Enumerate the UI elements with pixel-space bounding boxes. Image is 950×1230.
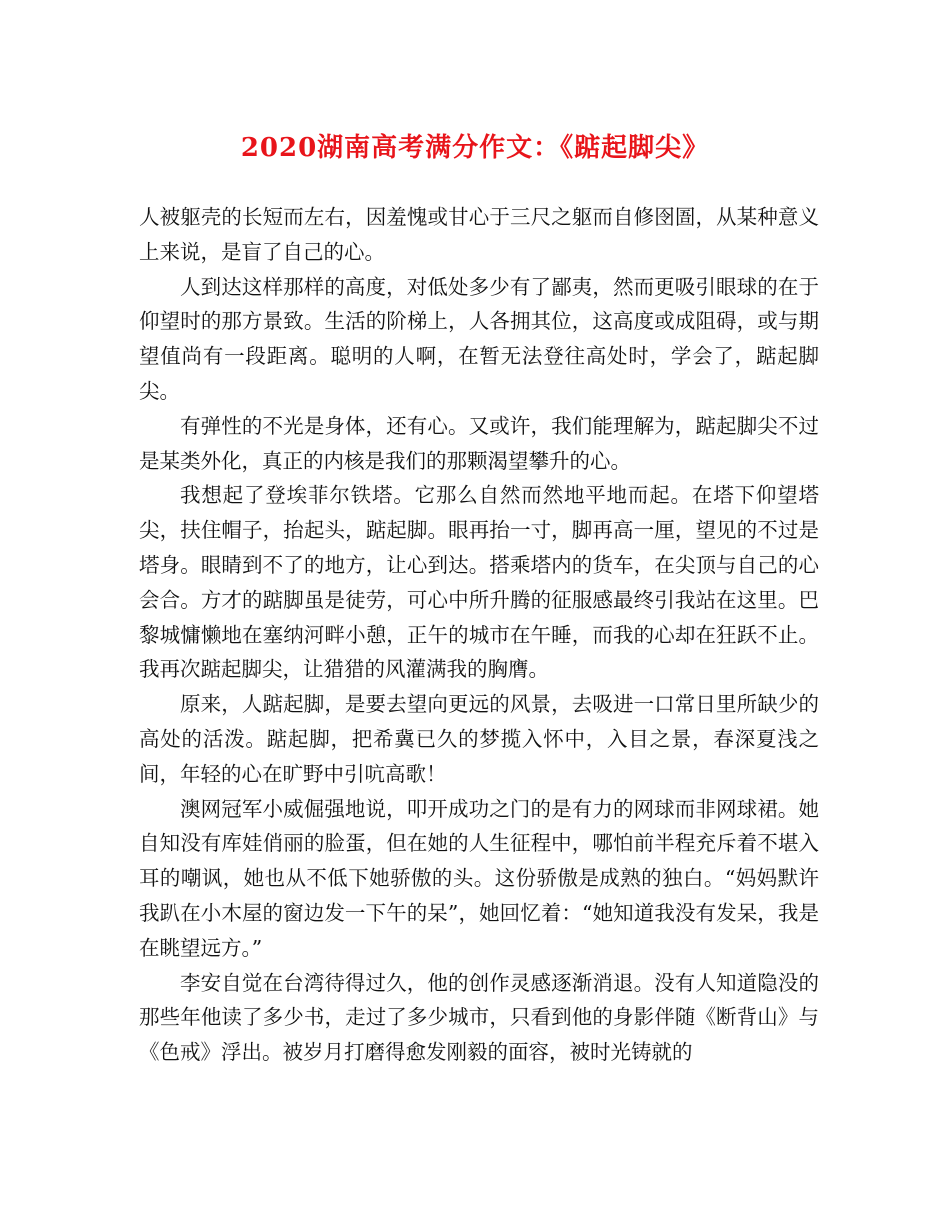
paragraph-5: 原来，人踮起脚，是要去望向更远的风景，去吸进一口常日里所缺少的高处的活泼。踮起脚，把希冀已久的梦揽入怀中，入目之景，春深夏浅之间，年轻的心在旷野中引吭高歌！ (139, 692, 819, 786)
document-title: 2020湖南高考满分作文：《踮起脚尖》 (240, 133, 710, 163)
document-body (139, 200, 819, 1070)
paragraph-2: 人到达这样那样的高度，对低处多少有了鄙夷，然而更吸引眼球的在于仰望时的那方景致。生活的阶梯上，人各拥其位，这高度或成阻碍，或与期望值尚有一段距离。聪明的人啊，在暂无法登往高处时，学会了，踮起脚尖。 (139, 274, 819, 403)
paragraph-1: 人被躯壳的长短而左右，因羞愧或甘心于三尺之躯而自修囹圄，从某种意义上来说，是盲了自己的心。 (139, 205, 819, 264)
paragraph-4: 我想起了登埃菲尔铁塔。它那么自然而然地平地而起。在塔下仰望塔尖，扶住帽子，抬起头，踮起脚。眼再抬一寸，脚再高一厘，望见的不过是塔身。眼睛到不了的地方，让心到达。搭乘塔内的货车，在尖顶与自己的心会合。方才的踮脚虽是徒劳，可心中所升腾的征服感最终引我站在这里。巴黎城慵懒地在塞纳河畔小憩，正午的城市在午睡，而我的心却在狂跃不止。我再次踮起脚尖，让猎猎的风灌满我的胸膺。 (139, 483, 819, 682)
paragraph-3: 有弹性的不光是身体，还有心。又或许，我们能理解为，踮起脚尖不过是某类外化，真正的内核是我们的那颗渴望攀升的心。 (139, 413, 819, 473)
paragraph-6: 澳网冠军小威倔强地说，叩开成功之门的是有力的网球而非网球裙。她自知没有库娃俏丽的脸蛋，但在她的人生征程中，哪怕前半程充斥着不堪入耳的嘲讽，她也从不低下她骄傲的头。这份骄傲是成熟的独白。“妈妈默许我趴在小木屋的窗边发一下午的呆”，她回忆着：“她知道我没有发呆，我是在眺望远方。” (139, 796, 819, 960)
paragraph-7: 李安自觉在台湾待得过久，他的创作灵感逐渐消退。没有人知道隐没的那些年他读了多少书，走过了多少城市，只看到他的身影伴随《断背山》与《色戒》浮出。被岁月打磨得愈发刚毅的面容，被时光铸就的 (139, 970, 819, 1065)
